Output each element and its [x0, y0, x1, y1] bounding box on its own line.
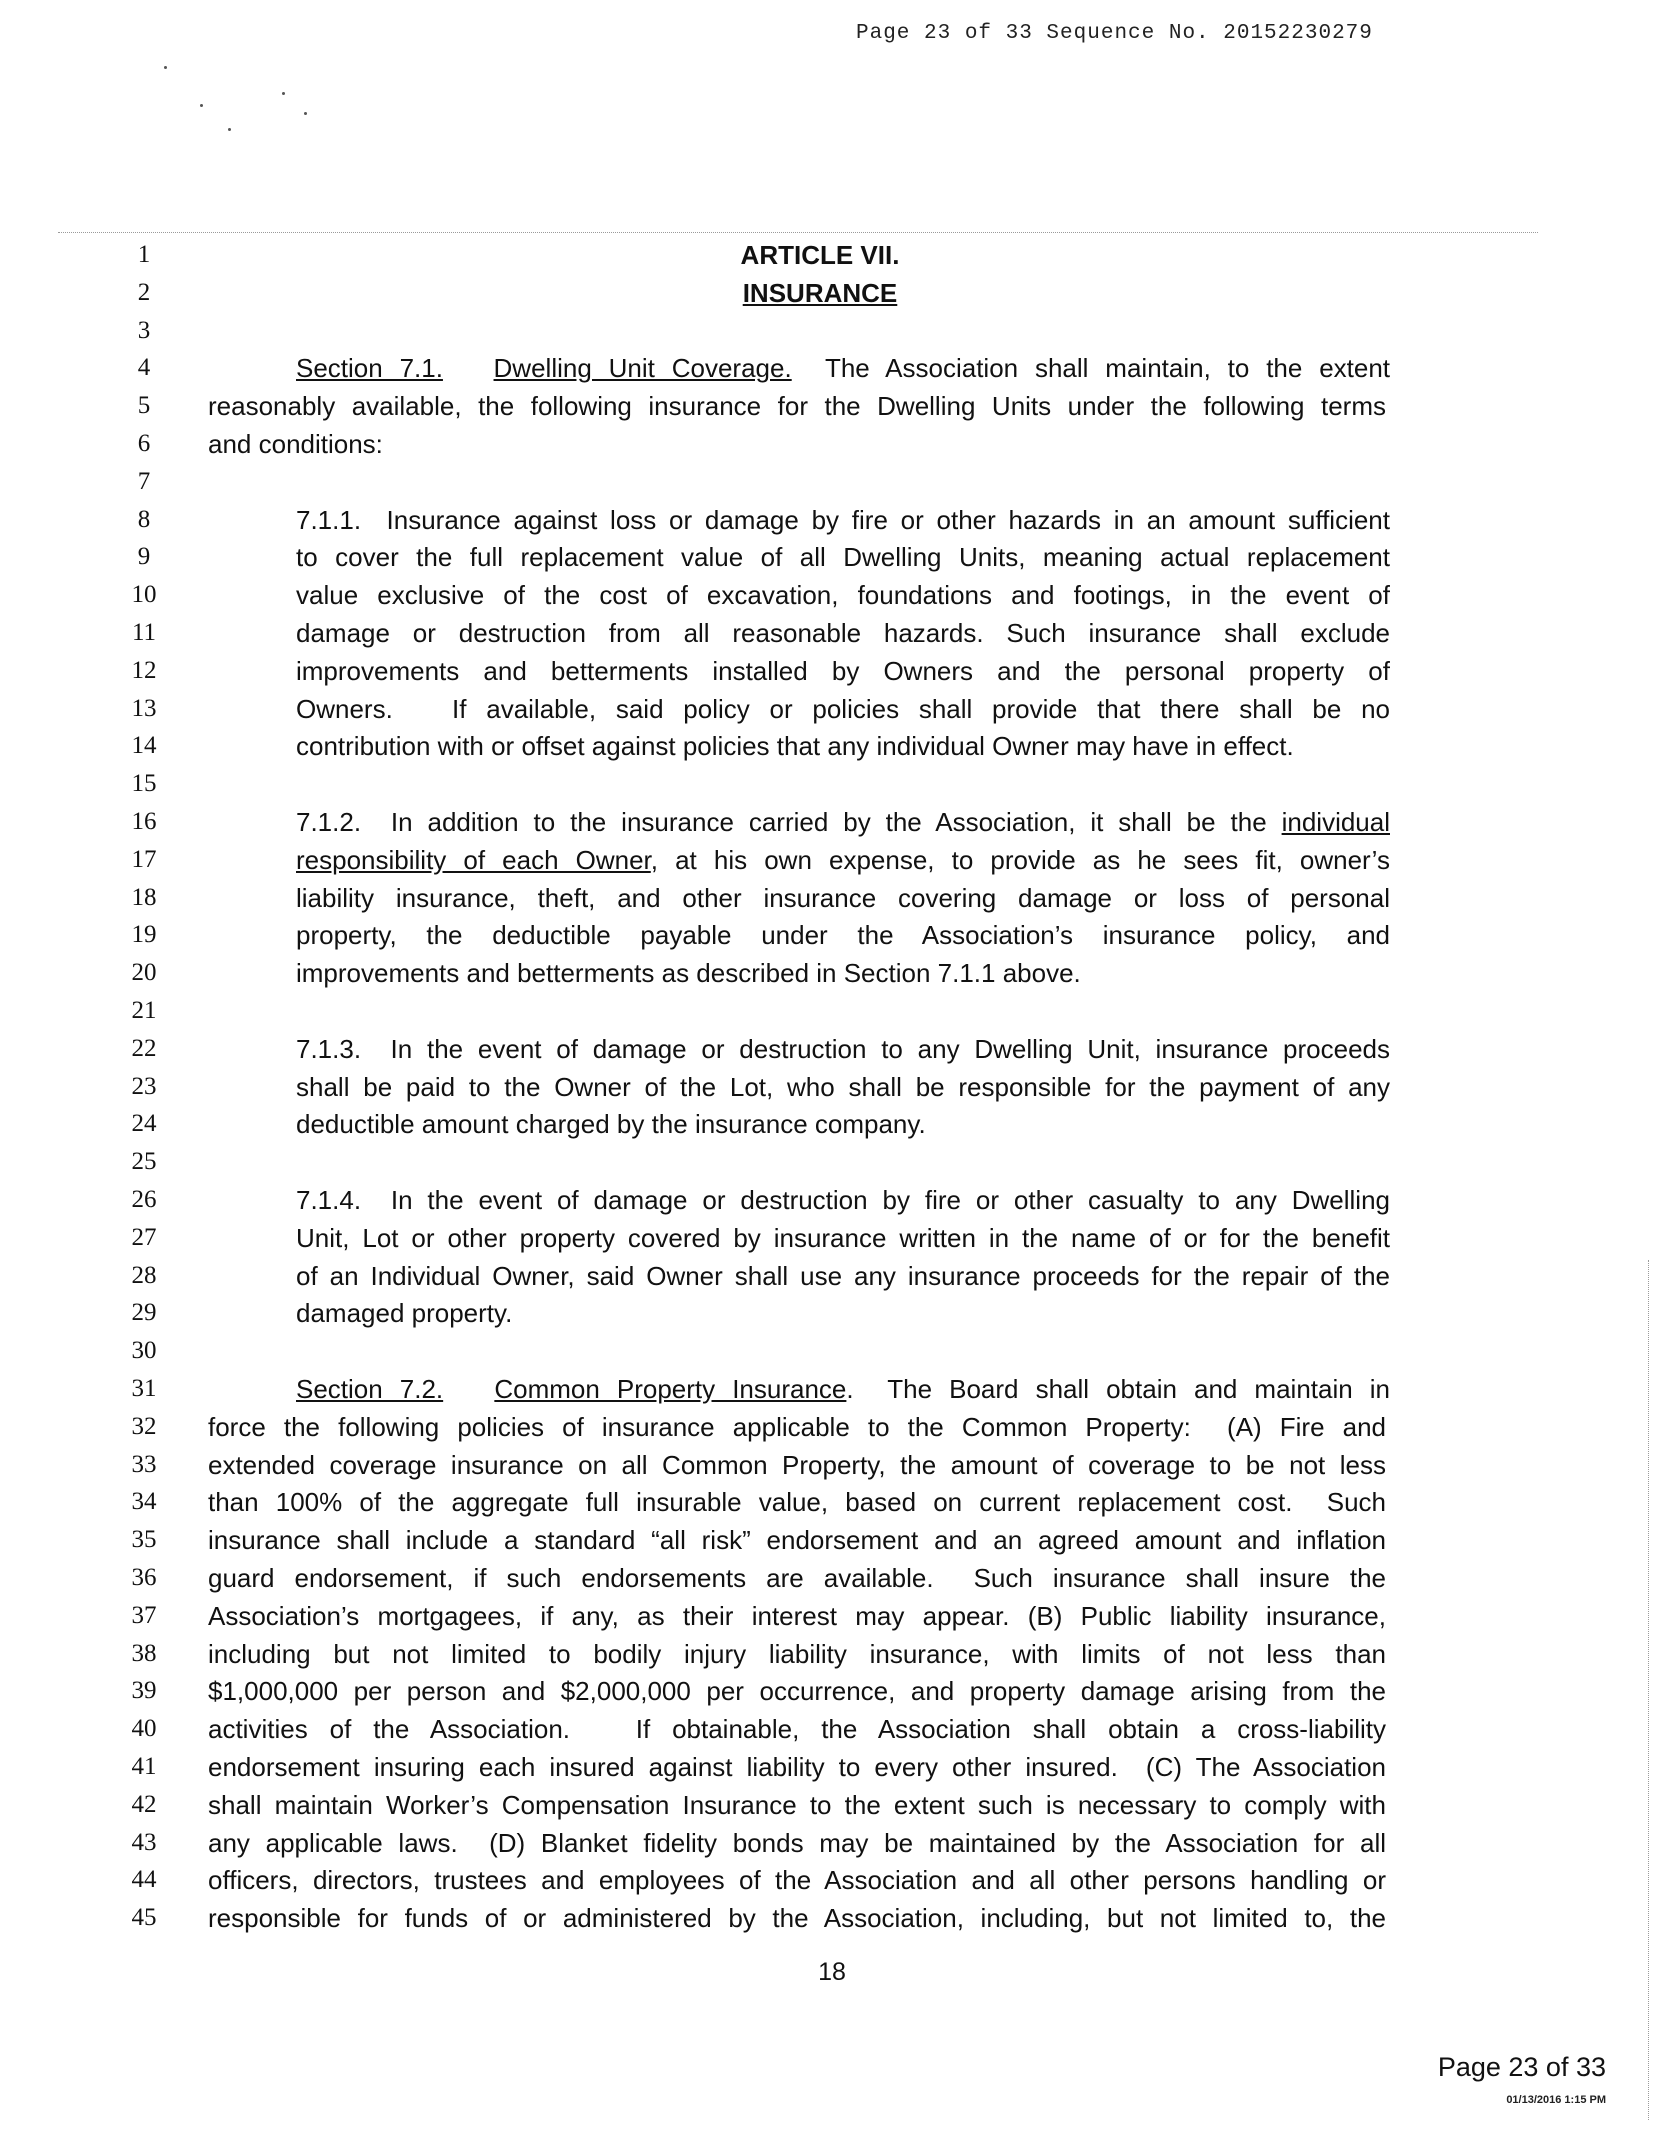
text-run: 7.1.2. In addition to the insurance carried by the Association, it shall be the	[296, 807, 1282, 837]
document-line	[0, 992, 1664, 1030]
line-number: 39	[131, 1677, 157, 1705]
text-run: The Association shall maintain, to the extent	[791, 353, 1390, 384]
scan-speck	[228, 128, 231, 131]
document-line	[0, 1748, 1664, 1786]
line-number: 25	[131, 1148, 157, 1176]
line-number: 33	[131, 1450, 157, 1478]
line-number: 31	[131, 1375, 157, 1402]
document-line	[0, 1861, 1664, 1899]
document-line	[0, 1030, 1664, 1068]
line-number: 2	[137, 278, 151, 306]
underlined-text: Common Property Insurance	[494, 1374, 847, 1404]
line-number: 23	[131, 1072, 157, 1100]
line-text	[208, 1672, 1386, 1710]
line-number: 1	[137, 241, 151, 268]
document-line	[0, 1294, 1664, 1332]
line-number: 13	[131, 694, 157, 722]
document-line	[0, 387, 1664, 425]
scan-speck	[304, 112, 307, 115]
article-heading: ARTICLE VII.	[740, 240, 900, 270]
line-text	[208, 1824, 1386, 1862]
text-run: value exclusive of the cost of excavation, foundations and footings, in the event of	[296, 580, 1390, 611]
line-text	[296, 879, 1390, 917]
underlined-text: individual	[1281, 807, 1390, 837]
document-line	[0, 727, 1664, 765]
line-number: 32	[131, 1412, 157, 1440]
line-text	[296, 1257, 1390, 1295]
line-text	[296, 614, 1390, 652]
document-line	[0, 538, 1664, 576]
document-line	[0, 1332, 1664, 1370]
line-text	[296, 538, 1390, 576]
line-text	[208, 387, 1386, 425]
text-run: guard endorsement, if such endorsements are available. Such insurance shall insure the	[208, 1563, 1386, 1593]
text-run: including but not limited to bodily injury liability insurance, with limits of not less than	[208, 1638, 1386, 1669]
line-text	[296, 1219, 1390, 1257]
line-number: 19	[131, 921, 157, 949]
line-number: 27	[131, 1223, 157, 1251]
line-text	[296, 1105, 926, 1143]
footer-page-count: Page 23 of 33	[1437, 2052, 1606, 2082]
document-line	[0, 1068, 1664, 1106]
text-run: Unit, Lot or other property covered by insurance written in the name of or for the benefit	[296, 1222, 1390, 1253]
line-text	[208, 1635, 1386, 1673]
document-line	[0, 652, 1664, 690]
line-text	[208, 1899, 1386, 1937]
line-number: 37	[131, 1601, 157, 1629]
text-run: endorsement insuring each insured against liability to every other insured. (C) The Association	[208, 1752, 1386, 1782]
line-number: 40	[131, 1715, 157, 1743]
line-number: 20	[131, 959, 157, 987]
text-run: reasonably available, the following insurance for the Dwelling Units under the following terms	[208, 391, 1386, 422]
line-number: 24	[131, 1110, 157, 1138]
footer-timestamp: 01/13/2016 1:15 PM	[1506, 2094, 1606, 2106]
line-number: 5	[137, 392, 151, 420]
line-text	[208, 1597, 1386, 1635]
scan-speck	[282, 92, 285, 95]
line-number: 11	[131, 619, 157, 646]
text-run: officers, directors, trustees and employees of the Association and all other persons handling or	[208, 1865, 1386, 1896]
line-text	[208, 1559, 1386, 1597]
text-run: 7.1.4. In the event of damage or destruction by fire or other casualty to any Dwelling	[296, 1185, 1390, 1215]
text-run: improvements and betterments as described in Section 7.1.1 above.	[296, 958, 1081, 989]
text-run: than 100% of the aggregate full insurable value, based on current replacement cost. Such	[208, 1487, 1386, 1518]
document-line	[0, 614, 1664, 652]
document-line	[0, 425, 1664, 463]
text-run: responsible for funds of or administered by the Association, including, but not limited to, the	[208, 1903, 1386, 1934]
line-number: 21	[131, 997, 157, 1024]
text-run: 7.1.3. In the event of damage or destruction to any Dwelling Unit, insurance proceeds	[296, 1033, 1390, 1064]
line-text	[296, 1068, 1390, 1106]
document-line	[0, 1446, 1664, 1484]
document-line	[0, 916, 1664, 954]
document-line	[0, 1408, 1664, 1446]
text-run: of an Individual Owner, said Owner shall use any insurance proceeds for the repair of the	[296, 1260, 1390, 1291]
line-text	[296, 1181, 1390, 1219]
text-run: improvements and betterments installed by Owners and the personal property of	[296, 655, 1390, 686]
line-number: 15	[131, 770, 157, 798]
line-text	[208, 1446, 1386, 1484]
line-number: 10	[131, 581, 157, 609]
underlined-text: responsibility of each Owner	[296, 844, 651, 875]
line-text	[296, 576, 1390, 614]
line-text	[296, 690, 1390, 728]
text-run: any applicable laws. (D) Blanket fidelity bonds may be maintained by the Association for all	[208, 1827, 1386, 1858]
document-line	[0, 841, 1664, 879]
document-line	[0, 312, 1664, 350]
document-line	[0, 1370, 1664, 1408]
document-line	[0, 501, 1664, 539]
text-run: deductible amount charged by the insurance company.	[296, 1109, 926, 1140]
line-number: 38	[131, 1639, 157, 1667]
text-run: liability insurance, theft, and other insurance covering damage or loss of personal	[296, 882, 1390, 913]
text-run: 7.1.1. Insurance against loss or damage by fire or other hazards in an amount sufficient	[296, 504, 1390, 535]
text-run	[443, 1374, 494, 1404]
text-run: shall maintain Worker’s Compensation Insurance to the extent such is necessary to comply with	[208, 1789, 1386, 1820]
document-line	[0, 1899, 1664, 1937]
line-text	[296, 652, 1390, 690]
text-run: damage or destruction from all reasonable hazards. Such insurance shall exclude	[296, 618, 1390, 648]
line-number: 45	[131, 1904, 157, 1932]
line-text	[208, 1710, 1386, 1748]
text-run: contribution with or offset against policies that any individual Owner may have in effect.	[296, 731, 1294, 762]
top-divider	[58, 232, 1538, 233]
document-line	[0, 1105, 1664, 1143]
document-line	[0, 274, 1664, 312]
document-line	[0, 1181, 1664, 1219]
line-text	[296, 841, 1390, 879]
document-line	[0, 1710, 1664, 1748]
text-run: shall be paid to the Owner of the Lot, who shall be responsible for the payment of any	[296, 1071, 1390, 1102]
line-number: 29	[131, 1299, 157, 1327]
document-line	[0, 954, 1664, 992]
text-run: damaged property.	[296, 1298, 513, 1329]
line-text	[208, 1408, 1386, 1446]
underlined-text: Section 7.1.	[296, 353, 443, 384]
document-line	[0, 1597, 1664, 1635]
line-text	[296, 803, 1390, 841]
document-line	[0, 803, 1664, 841]
article-title: INSURANCE	[742, 277, 898, 308]
line-text	[208, 1786, 1386, 1824]
document-line	[0, 1143, 1664, 1181]
document-line	[0, 1559, 1664, 1597]
line-number: 34	[131, 1488, 157, 1516]
scan-speck	[200, 104, 203, 107]
document-line	[0, 576, 1664, 614]
document-line	[0, 1219, 1664, 1257]
line-number: 28	[131, 1261, 157, 1289]
line-number: 18	[131, 883, 157, 911]
text-run: $1,000,000 per person and $2,000,000 per occurrence, and property damage arising from the	[208, 1676, 1386, 1707]
line-number: 17	[131, 845, 157, 873]
line-number: 35	[131, 1526, 157, 1554]
page-header-sequence: Page 23 of 33 Sequence No. 20152230279	[856, 22, 1373, 45]
text-run: to cover the full replacement value of all Dwelling Units, meaning actual replacement	[296, 542, 1390, 573]
line-number: 41	[131, 1753, 157, 1780]
document-line	[0, 1483, 1664, 1521]
page-number: 18	[818, 1958, 846, 1986]
line-number: 12	[131, 656, 157, 684]
document-line	[0, 349, 1664, 387]
line-text	[296, 1294, 512, 1332]
line-text	[208, 1861, 1386, 1899]
document-line	[0, 1824, 1664, 1862]
text-run: activities of the Association. If obtainable, the Association shall obtain a cross-liability	[208, 1714, 1386, 1745]
text-run: Owners. If available, said policy or policies shall provide that there shall be no	[296, 693, 1390, 724]
line-number: 42	[131, 1790, 157, 1818]
text-run: force the following policies of insurance applicable to the Common Property: (A) Fire and	[208, 1411, 1386, 1442]
line-text	[208, 1483, 1386, 1521]
document-line	[0, 1672, 1664, 1710]
line-text	[296, 1370, 1390, 1408]
text-run: property, the deductible payable under the Association’s insurance policy, and	[296, 920, 1390, 951]
line-text	[296, 1030, 1390, 1068]
line-number: 8	[137, 505, 151, 533]
text-run	[443, 353, 494, 383]
line-number: 36	[131, 1564, 157, 1591]
document-line	[0, 1257, 1664, 1295]
line-number: 3	[137, 316, 151, 344]
document-line	[0, 765, 1664, 803]
line-number: 43	[131, 1828, 157, 1856]
line-number: 26	[131, 1186, 157, 1213]
line-text	[208, 1521, 1386, 1559]
line-number: 14	[131, 732, 157, 760]
document-line	[0, 236, 1664, 274]
line-text	[208, 1748, 1386, 1786]
line-number: 44	[131, 1866, 157, 1894]
scan-speck	[164, 66, 167, 69]
line-text	[296, 954, 1081, 992]
line-text	[296, 916, 1390, 954]
document-line	[0, 1786, 1664, 1824]
text-run: . The Board shall obtain and maintain in	[846, 1374, 1390, 1404]
underlined-text: Section 7.2.	[296, 1374, 444, 1404]
line-number: 16	[131, 808, 157, 835]
document-line	[0, 1635, 1664, 1673]
text-run: insurance shall include a standard “all risk” endorsement and an agreed amount and inflation	[208, 1525, 1386, 1556]
document-line	[0, 1521, 1664, 1559]
line-number: 6	[137, 430, 151, 457]
document-line	[0, 879, 1664, 917]
line-text	[296, 501, 1390, 539]
line-text	[296, 349, 1390, 387]
text-run: Association’s mortgagees, if any, as their interest may appear. (B) Public liability insurance,	[208, 1600, 1386, 1631]
line-number: 30	[131, 1337, 157, 1365]
line-number: 4	[137, 354, 151, 382]
line-number: 22	[131, 1034, 157, 1062]
document-line	[0, 463, 1664, 501]
line-number: 9	[137, 543, 151, 571]
text-run: extended coverage insurance on all Common Property, the amount of coverage to be not less	[208, 1449, 1386, 1480]
line-number: 7	[137, 467, 151, 495]
line-text	[296, 727, 1294, 765]
line-text	[208, 425, 383, 463]
text-run: , at his own expense, to provide as he sees fit, owner’s	[650, 844, 1390, 875]
text-run: and conditions:	[208, 429, 383, 459]
document-line	[0, 690, 1664, 728]
underlined-text: Dwelling Unit Coverage.	[493, 353, 792, 384]
